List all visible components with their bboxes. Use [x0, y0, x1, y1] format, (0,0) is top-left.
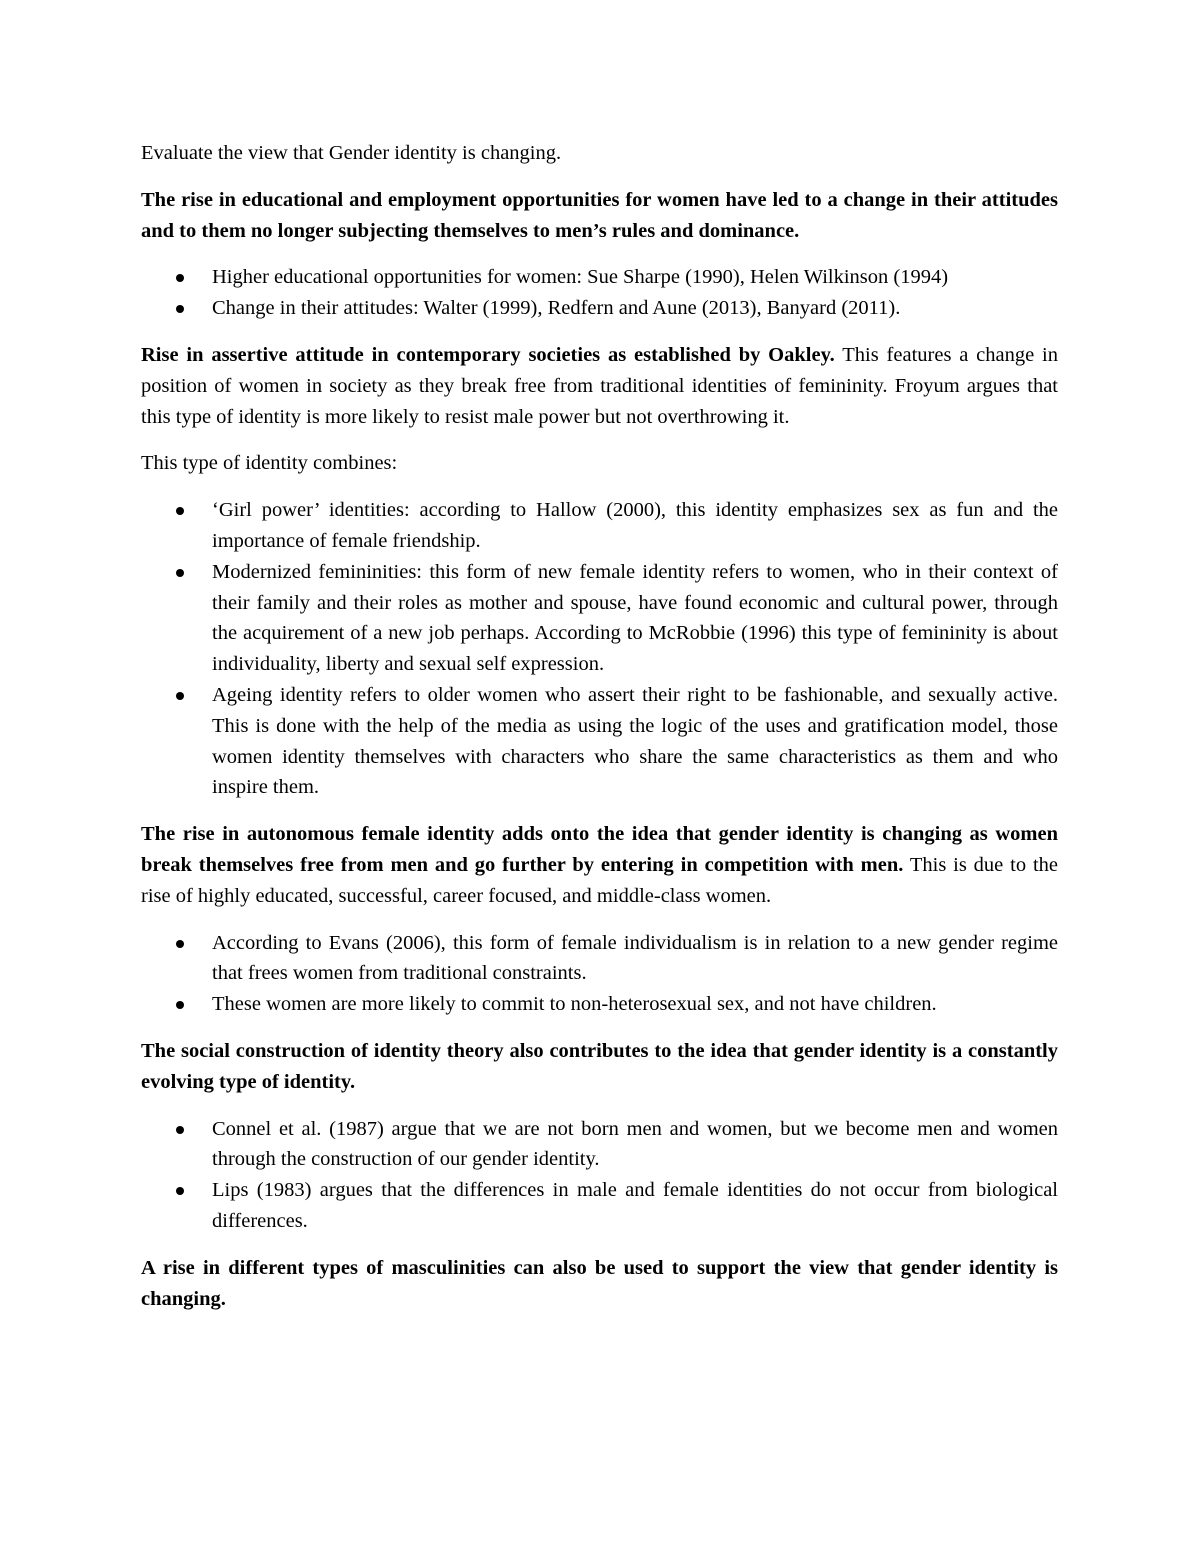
list-item: [141, 989, 1058, 1020]
document-title: Evaluate the view that Gender identity is changing.: [141, 142, 562, 164]
list-item: [141, 1175, 1058, 1237]
list-item-text: Change in their attitudes: Walter (1999), Redfern and Aune (2013), Banyard (2011).: [212, 297, 901, 320]
bullet-icon: [176, 507, 184, 515]
paragraph-intro-combines: This type of identity combines:: [141, 452, 398, 475]
section-heading-education: The rise in educational and employment opportunities for women have led to a change in their attitudes and to them no longer subjecting themselves to men’s rules and dominance.: [141, 188, 1058, 242]
list-item: [141, 680, 1058, 803]
bullet-icon: [176, 940, 184, 948]
list-item: [141, 928, 1058, 990]
list-item-text: According to Evans (2006), this form of female individualism is in relation to a new gender regime that frees women from traditional constraints.: [212, 931, 1058, 985]
bullet-list-identities: [141, 495, 1058, 803]
bullet-icon: [176, 305, 184, 313]
list-item-text: Ageing identity refers to older women who assert their right to be fashionable, and sexually active. This is done with the help of the media as using the logic of the uses and gratification model, those women identity themselves with characters who share the same characteristics as them and who inspire them.: [212, 683, 1058, 799]
list-item-text: ‘Girl power’ identities: according to Hallow (2000), this identity emphasizes sex as fun and the importance of female friendship.: [212, 499, 1058, 552]
bullet-list-education: [141, 262, 1058, 324]
section-heading-masculinities: A rise in different types of masculinities can also be used to support the view that gender identity is changing.: [141, 1256, 1058, 1310]
bullet-list-social-construction: [141, 1114, 1058, 1237]
list-item-text: Higher educational opportunities for women: Sue Sharpe (1990), Helen Wilkinson (1994): [212, 266, 949, 289]
list-item-text: Connel et al. (1987) argue that we are not born men and women, but we become men and women through the construction of our gender identity.: [212, 1117, 1058, 1171]
list-item-text: These women are more likely to commit to non-heterosexual sex, and not have children.: [212, 993, 937, 1016]
document-page: [141, 138, 1058, 1330]
section-heading-social-construction: The social construction of identity theory also contributes to the idea that gender identity is a constantly evolving type of identity.: [141, 1039, 1058, 1093]
list-item: [141, 557, 1058, 680]
paragraph-assertive-attitude: [141, 340, 1058, 432]
paragraph-body: This features a change in position of women in society as they break free from traditional identities of femininity. Froyum argues that this type of identity is more likely to resist male power but not overthrowing it.: [141, 343, 1058, 428]
list-item: [141, 262, 1058, 293]
paragraph-autonomous-identity: [141, 819, 1058, 911]
list-item-text: Modernized femininities: this form of new female identity refers to women, who in their context of their family and their roles as mother and spouse, have found economic and cultural power, through the acquirement of a new job perhaps. According to McRobbie (1996) this type of femininity is about individuality, liberty and sexual self expression.: [212, 560, 1058, 676]
bullet-icon: [176, 1126, 184, 1134]
bullet-icon: [176, 692, 184, 700]
list-item: [141, 495, 1058, 557]
list-item-text: Lips (1983) argues that the differences in male and female identities do not occur from biological differences.: [212, 1179, 1058, 1232]
paragraph-body: This is due to the rise of highly educated, successful, career focused, and middle-class women.: [141, 853, 1058, 907]
section-heading-assertive: Rise in assertive attitude in contemporary societies as established by Oakley.: [141, 343, 835, 366]
bullet-icon: [176, 274, 184, 282]
list-item: [141, 1114, 1058, 1176]
bullet-icon: [176, 1001, 184, 1009]
list-item: [141, 293, 1058, 324]
bullet-icon: [176, 569, 184, 577]
section-heading-autonomous: The rise in autonomous female identity adds onto the idea that gender identity is changing as women break themselves free from men and go further by entering in competition with men.: [141, 823, 1058, 876]
bullet-list-autonomous: [141, 928, 1058, 1020]
bullet-icon: [176, 1187, 184, 1195]
